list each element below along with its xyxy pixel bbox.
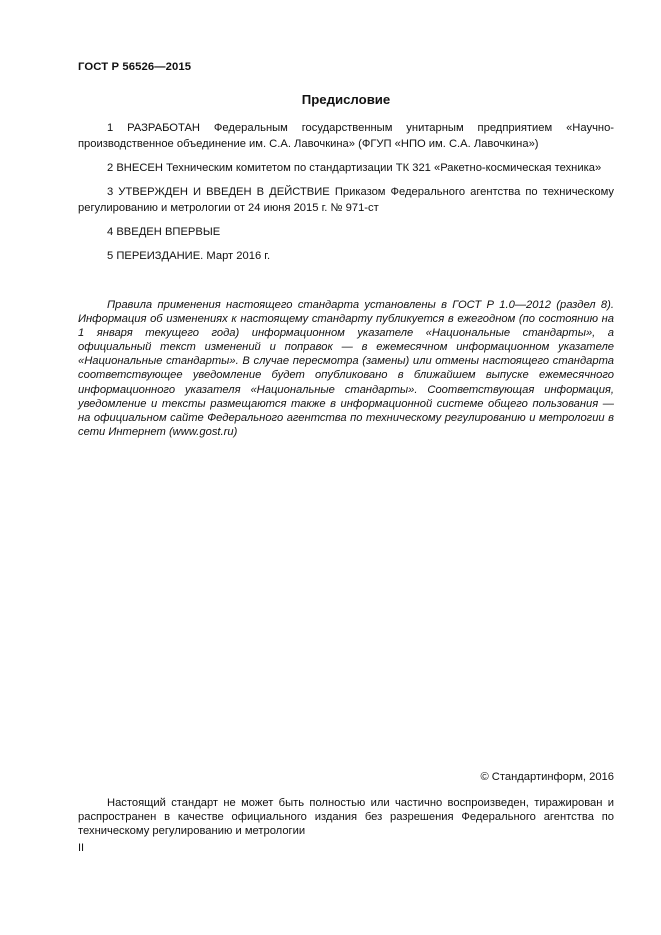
paragraph-lead: 4 ВВЕДЕН ВПЕРВЫЕ: [107, 226, 221, 238]
paragraph-text: Приказом Федерального агентства по техническому регулированию и метрологии от 24 июня 2015 г. № 971-ст: [78, 186, 615, 214]
paragraph-lead: 3 УТВЕРЖДЕН И ВВЕДЕН В ДЕЙСТВИЕ: [107, 186, 330, 198]
paragraph-reissue: [78, 248, 614, 264]
paragraph-text: Март 2016 г.: [206, 250, 271, 262]
paragraph-developed-by: [78, 120, 614, 152]
paragraph-lead: 2 ВНЕСЕН: [107, 162, 163, 174]
paragraph-submitted-by: [78, 160, 614, 176]
paragraph-lead: 1 РАЗРАБОТАН: [107, 122, 201, 134]
page-title: Предисловие: [301, 92, 391, 107]
paragraph-approved: [78, 184, 614, 216]
copyright-line: © Стандартинформ, 2016: [480, 771, 614, 783]
paragraph-text: Федеральным государственным унитарным предприятием «Научно-производственное объединение им. С.А. Лавочкина» (ФГУП «НПО им. С.А. Лавочкина»): [78, 122, 615, 150]
page-number: II: [78, 842, 85, 854]
standard-code-header: ГОСТ Р 56526—2015: [78, 61, 192, 73]
paragraph-lead: 5 ПЕРЕИЗДАНИЕ.: [107, 250, 204, 262]
application-rules-notice: Правила применения настоящего стандарта установлены в ГОСТ Р 1.0—2012 (раздел 8). Информация об изменениях к настоящему стандарту публикуется в ежегодном (по состоянию на 1 января текущего года) информационном указателе «Национальные стандарты», а официальный текст изменений и поправок — в ежемесячном информационном указателе «Национальные стандарты». В случае пересмотра (замены) или отмены настоящего стандарта соответствующее уведомление будет опубликовано в ближайшем выпуске ежемесячного информационного указателя «Национальные стандарты». Соответствующая информация, уведомление и тексты размещаются также в информационной системе общего пользования — на официальном сайте Федерального агентства по техническому регулированию и метрологии в сети Интернет (www.gost.ru): [78, 299, 614, 438]
paragraph-text: Техническим комитетом по стандартизации ТК 321 «Ракетно-космическая техника»: [166, 162, 602, 174]
paragraph-first-introduced: [78, 224, 614, 240]
rights-notice: Настоящий стандарт не может быть полностью или частично воспроизведен, тиражирован и распространен в качестве официального издания без разрешения Федерального агентства по техническому регулированию и метрологии: [78, 797, 614, 838]
